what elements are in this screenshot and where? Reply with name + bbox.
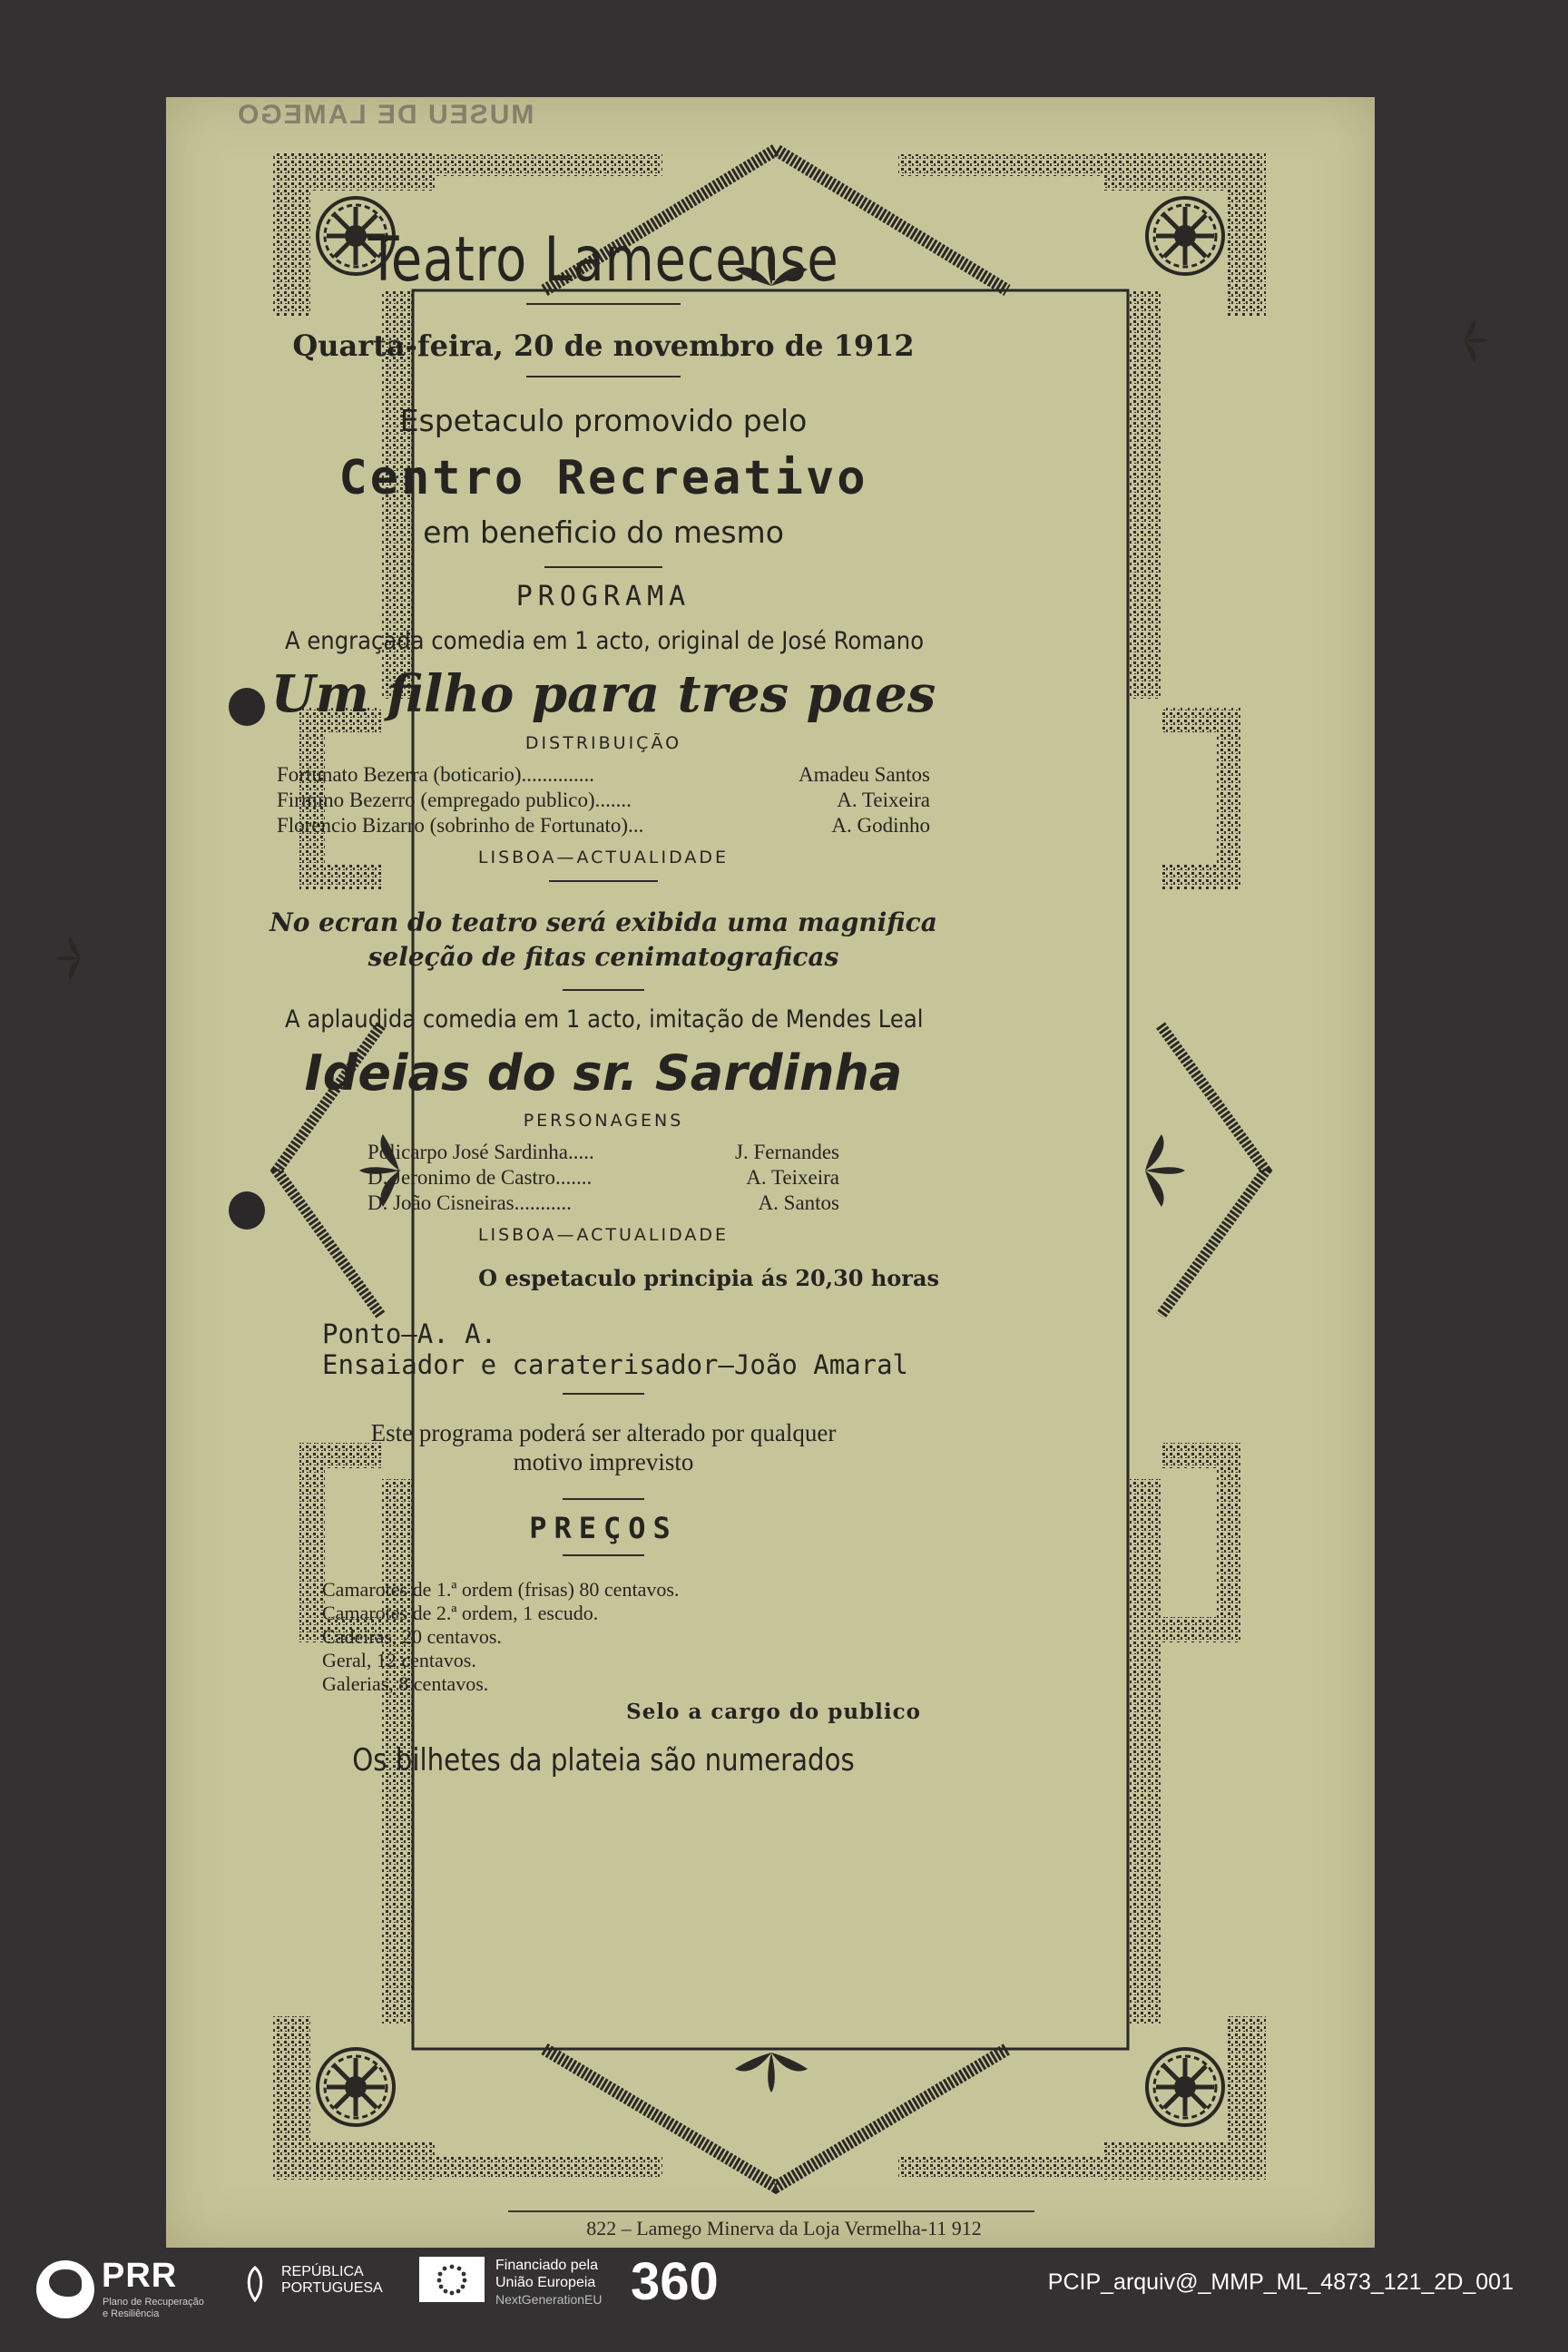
start-time: O espetaculo principia ás 20,30 horas [478, 1265, 939, 1291]
programa-heading: PROGRAMA [515, 581, 691, 612]
cast-actor: A. Teixeira [746, 1166, 839, 1189]
divider [526, 376, 681, 377]
eu-line: Financiado pela [495, 2258, 598, 2273]
cast-row [368, 1191, 839, 1216]
bilhetes-note: Os bilhetes da plateia são numerados [352, 1742, 855, 1779]
play2-cast-list [368, 1140, 839, 1216]
divider [563, 1393, 644, 1395]
cast-actor: J. Fernandes [735, 1141, 839, 1163]
view-360-label: 360 [631, 2252, 719, 2311]
play1-setting: LISBOA—ACTUALIDADE [477, 848, 730, 867]
promoted-by: Espetaculo promovido pelo [399, 403, 808, 438]
crew-credits [250, 1318, 957, 1380]
eu-line: NextGenerationEU [495, 2292, 603, 2307]
divider [526, 303, 681, 305]
cast-actor: A. Teixeira [837, 789, 930, 811]
organizer-name: Centro Recreativo [338, 451, 868, 505]
cast-actor: Amadeu Santos [798, 763, 930, 786]
divider [563, 1554, 644, 1556]
cast-row [368, 1140, 839, 1165]
play2-setting: LISBOA—ACTUALIDADE [477, 1225, 730, 1245]
cast-row [368, 1165, 839, 1191]
prr-subtitle-line: e Resiliência [103, 2308, 160, 2319]
museum-stamp: MUSEU DE LAMEGO [236, 100, 534, 130]
cast-role: Fortunato Bezerra (boticario).............. [277, 763, 594, 786]
cast-actor: A. Santos [758, 1191, 839, 1214]
cast-role: Florencio Bizarro (sobrinho de Fortunato)... [277, 814, 644, 837]
precos-heading: PREÇOS [529, 1511, 678, 1545]
play2-cast-heading: PERSONAGENS [523, 1111, 684, 1131]
cast-actor: A. Godinho [831, 814, 930, 837]
theatre-title: Teatro Lamecense [368, 224, 839, 296]
price-item: Camarotes de 2.ª ordem, 1 escudo. [322, 1602, 599, 1624]
ecran-line: seleção de fitas cenimatograficas [368, 942, 839, 972]
divider [544, 566, 662, 568]
prr-label: PRR [102, 2257, 178, 2295]
price-item: Geral, 12 centavos. [322, 1649, 476, 1671]
program-note [250, 1418, 957, 1476]
divider [549, 880, 658, 882]
divider [563, 1498, 644, 1500]
ecran-notice [250, 906, 957, 975]
note-line: Este programa poderá ser alterado por qualquer [370, 1419, 837, 1446]
selo-note: Selo a cargo do publico [626, 1700, 921, 1724]
republica-line: REPÚBLICA [281, 2264, 364, 2279]
cast-role: D. Jeronimo de Castro....... [368, 1166, 593, 1189]
price-list [250, 1578, 957, 1696]
republica-label [281, 2264, 383, 2297]
poster-content [250, 213, 957, 1779]
event-date: Quarta-feira, 20 de novembro de 1912 [292, 328, 915, 363]
play1-cast-heading: DISTRIBUIÇÃO [524, 733, 682, 753]
cast-row [277, 788, 930, 813]
printer-rule [508, 2210, 1034, 2212]
cast-row [277, 813, 930, 838]
eu-line: União Europeia [495, 2275, 596, 2290]
play1-title: Um filho para tres paes [270, 664, 936, 724]
note-line: motivo imprevisto [513, 1448, 694, 1475]
ponto-credit: Ponto—A. A. [322, 1318, 497, 1349]
eu-flag-icon [419, 2257, 485, 2302]
prr-subtitle [103, 2297, 204, 2320]
play1-intro: A engraçada comedia em 1 acto, original de José Romano [285, 627, 925, 655]
play2-title: Ideias do sr. Sardinha [304, 1044, 903, 1102]
republica-emblem-icon [243, 2266, 267, 2302]
price-item: Galerias, 8 centavos. [322, 1672, 489, 1695]
archive-footer [0, 2248, 1568, 2352]
ensaiador-credit: Ensaiador e caraterisador—João Amaral [322, 1349, 909, 1380]
ecran-line: No ecran do teatro será exibida uma magnifica [270, 907, 937, 937]
republica-line: PORTUGUESA [281, 2280, 383, 2296]
play2-intro: A aplaudida comedia em 1 acto, imitação de Mendes Leal [285, 1005, 924, 1034]
price-item: Camarotes de 1.ª ordem (frisas) 80 centavos. [322, 1578, 680, 1601]
cast-role: D. João Cisneiras........... [368, 1191, 572, 1214]
archive-id: PCIP_arquiv@_MMP_ML_4873_121_2D_001 [1047, 2269, 1514, 2295]
prr-subtitle-line: Plano de Recuperação [103, 2297, 204, 2308]
cast-role: Policarpo José Sardinha..... [368, 1141, 594, 1163]
play1-cast-list [277, 762, 930, 838]
benefit-line: em beneficio do mesmo [423, 514, 784, 550]
eu-funding-label [495, 2257, 603, 2308]
divider [563, 989, 644, 991]
cast-row [277, 762, 930, 788]
prr-logo-icon [36, 2260, 94, 2318]
cast-role: Firmino Bezerro (empregado publico)....... [277, 789, 632, 811]
price-item: Cadeiras, 20 centavos. [322, 1625, 502, 1648]
printer-imprint: 822 – Lamego Minerva da Loja Vermelha-11 912 [586, 2217, 982, 2239]
